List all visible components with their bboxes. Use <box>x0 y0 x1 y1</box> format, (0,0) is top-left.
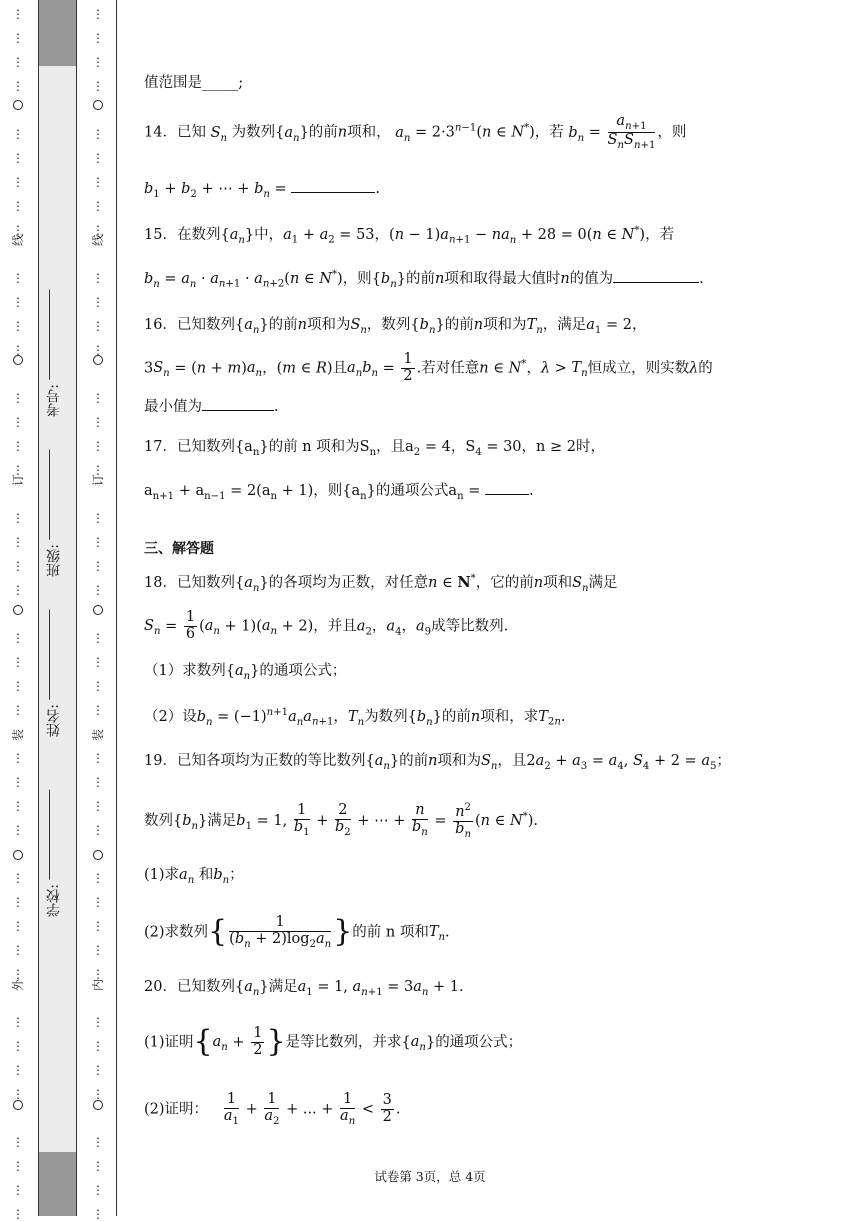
inner-margin-dots: ⋮ <box>92 199 104 213</box>
inner-margin-dots: ⋮ <box>92 1135 104 1149</box>
outer-margin-dots: ⋮ <box>12 199 24 213</box>
q18-line2: $S_n$ = $\frac{1}{6}$ $(a_n + 1)(a_n + 2)$，并且$a_2$，$a_4$，$a_9$成等比数列. <box>144 609 509 642</box>
inner-margin-circle <box>86 1100 110 1112</box>
inner-margin-char: 装 <box>91 729 105 742</box>
inner-margin-circle <box>86 850 110 862</box>
inner-margin-dots: ⋮ <box>92 1207 104 1221</box>
inner-margin-dots: ⋮ <box>92 799 104 813</box>
inner-margin-dots: ⋮ <box>92 775 104 789</box>
binding-line-outer <box>116 0 117 1216</box>
inner-margin-dots: ⋮ <box>92 175 104 189</box>
inner-margin-dots: ⋮ <box>92 463 104 477</box>
outer-margin-dots: ⋮ <box>12 439 24 453</box>
class-label: 班级: <box>46 544 62 577</box>
outer-margin-dots: ⋮ <box>12 559 24 573</box>
prev-question-tail: 值范围是_____; <box>144 75 244 91</box>
inner-margin-dots: ⋮ <box>92 703 104 717</box>
inner-margin-dots: ⋮ <box>92 1159 104 1173</box>
q20-part1: (1)证明{$a_n$ + $\frac{1}{2}$ }是等比数列，并求$\{a_n\}$的通项公式； <box>144 1024 523 1059</box>
outer-margin-dots: ⋮ <box>12 463 24 477</box>
outer-margin-dots: ⋮ <box>12 1183 24 1197</box>
q20-line1: 20．已知数列$\{a_n\}$满足$a_1 = 1$, $a_{n+1} = 3a_n + 1$. <box>144 979 464 998</box>
exam-no-field <box>44 290 70 417</box>
outer-margin-dots: ⋮ <box>12 703 24 717</box>
inner-margin-char: 内 <box>91 979 105 992</box>
inner-margin-dots: ⋮ <box>92 967 104 981</box>
outer-margin-dots: ⋮ <box>12 1063 24 1077</box>
binding-line-right <box>76 0 77 1216</box>
outer-margin-char: 订 <box>11 474 25 487</box>
q15-line1: 15．在数列$\{a_n\}$中，$a_1 + a_2 = 53$，$(n - 1)a_{n+1} - na_n + 28 = 0(n$ ∈ N*)，若 <box>144 225 675 246</box>
q16-line2: $3S_n = (n + m)a_n$，(m ∈ R)且$a_nb_n$ = $\frac{1}{2}$ .若对任意n ∈ N*，$\lambda > T_n$恒成立，则实数λ的 <box>144 351 713 384</box>
inner-margin-dots: ⋮ <box>92 919 104 933</box>
binding-line-left <box>38 0 39 1216</box>
inner-margin-dots: ⋮ <box>92 79 104 93</box>
q19-part1: (1)求$a_n$ 和$b_n$； <box>144 867 244 886</box>
q18-part1: （1）求数列$\{a_n\}$的通项公式； <box>144 663 347 682</box>
class-field <box>44 450 70 577</box>
outer-margin-dots: ⋮ <box>12 535 24 549</box>
q19-line2: 数列$\{b_n\}$满足$b_1 = 1$, $\frac{1}{b_1}$ + $\frac{2}{b_2}$ + ⋯ + $\frac{n}{b_n}$ = $\frac{n^2}{b_n}$ (n ∈ N*). <box>144 802 538 840</box>
outer-margin-circle <box>6 355 30 367</box>
q16-line1: 16．已知数列$\{a_n\}$的前n项和为$S_n$，数列$\{b_n\}$的前n项和为$T_n$，满足$a_1 = 2$， <box>144 317 647 336</box>
outer-margin-dots: ⋮ <box>12 655 24 669</box>
outer-margin-dots: ⋮ <box>12 1159 24 1173</box>
exam-no-label: 考号: <box>46 384 62 417</box>
inner-margin-dots: ⋮ <box>92 151 104 165</box>
outer-margin-char: 外 <box>11 979 25 992</box>
name-label: 姓名: <box>46 704 62 737</box>
inner-margin-circle <box>86 355 110 367</box>
inner-margin-char: 订 <box>91 474 105 487</box>
name-field <box>44 610 70 737</box>
inner-margin-dots: ⋮ <box>92 319 104 333</box>
outer-margin-dots: ⋮ <box>12 415 24 429</box>
outer-margin-dots: ⋮ <box>12 55 24 69</box>
outer-margin-dots: ⋮ <box>12 967 24 981</box>
inner-margin-dots: ⋮ <box>92 871 104 885</box>
outer-margin-dots: ⋮ <box>12 1039 24 1053</box>
outer-margin-dots: ⋮ <box>12 7 24 21</box>
outer-margin-circle <box>6 605 30 617</box>
binding-band <box>38 0 76 1216</box>
outer-margin-dots: ⋮ <box>12 871 24 885</box>
q18-part2: （2）设$b_n = (-1)^{n+1}a_na_{n+1}$，$T_n$为数列$\{b_n\}$的前n项和，求$T_{2n}$. <box>144 707 566 728</box>
section-title: 三、解答题 <box>144 541 214 557</box>
q17-line2: $a_{n+1} + a_{n-1} = 2(a_n + 1)$，则$\{a_n\}$的通项公式$a_n$ = . <box>144 483 534 502</box>
outer-margin-dots: ⋮ <box>12 943 24 957</box>
q14-line1: 14．已知 $S_n$ 为数列$\{a_n\}$的前n项和， $a_n = 2\cdot 3^{n-1}(n$ ∈ N*)，若 $b_n$ = $\frac{a_{n+1}}{S_nS_{n+1}}$ ，则 <box>144 113 687 151</box>
q15-line2: $b_n = a_n \cdot a_{n+1} \cdot a_{n+2}(n$ ∈ N*)，则$\{b_n\}$的前n项和取得最大值时n的值为 . <box>144 269 704 290</box>
outer-margin-dots: ⋮ <box>12 127 24 141</box>
outer-margin-dots: ⋮ <box>12 343 24 357</box>
q19-part2: (2)求数列{ $\frac{1}{(b_n + 2)\log_2a_n}$ }的前 n 项和$T_n$. <box>144 913 450 950</box>
inner-margin-dots: ⋮ <box>92 271 104 285</box>
inner-margin-dots: ⋮ <box>92 895 104 909</box>
outer-margin <box>6 0 30 1221</box>
inner-margin-dots: ⋮ <box>92 223 104 237</box>
outer-margin-dots: ⋮ <box>12 31 24 45</box>
outer-margin-dots: ⋮ <box>12 1087 24 1101</box>
inner-margin-dots: ⋮ <box>92 751 104 765</box>
school-label: 学校: <box>46 884 62 917</box>
outer-margin-dots: ⋮ <box>12 583 24 597</box>
inner-margin-dots: ⋮ <box>92 559 104 573</box>
outer-margin-dots: ⋮ <box>12 79 24 93</box>
outer-margin-dots: ⋮ <box>12 1015 24 1029</box>
outer-margin-dots: ⋮ <box>12 319 24 333</box>
inner-margin-dots: ⋮ <box>92 391 104 405</box>
inner-margin-dots: ⋮ <box>92 1063 104 1077</box>
inner-margin-dots: ⋮ <box>92 583 104 597</box>
outer-margin-dots: ⋮ <box>12 1207 24 1221</box>
outer-margin-circle <box>6 100 30 112</box>
outer-margin-dots: ⋮ <box>12 295 24 309</box>
inner-margin-dots: ⋮ <box>92 1015 104 1029</box>
inner-margin-dots: ⋮ <box>92 1039 104 1053</box>
outer-margin-dots: ⋮ <box>12 895 24 909</box>
binding-band-top <box>38 0 76 66</box>
outer-margin-char: 装 <box>11 729 25 742</box>
inner-margin-dots: ⋮ <box>92 7 104 21</box>
q20-part2: (2)证明： $\frac{1}{a_1}$ + $\frac{1}{a_2}$ + ... + $\frac{1}{a_n}$ < $\frac{3}{2}$ . <box>144 1091 401 1127</box>
inner-margin-dots: ⋮ <box>92 535 104 549</box>
inner-margin-dots: ⋮ <box>92 31 104 45</box>
outer-margin-char: 线 <box>11 234 25 247</box>
inner-margin-circle <box>86 605 110 617</box>
page-footer: 试卷第 3页，总 4页 <box>374 1169 486 1184</box>
outer-margin-dots: ⋮ <box>12 223 24 237</box>
outer-margin-dots: ⋮ <box>12 823 24 837</box>
q14-line2: $b_1 + b_2$ + ⋯ + $b_n$ = . <box>144 181 380 200</box>
inner-margin-dots: ⋮ <box>92 55 104 69</box>
inner-margin-dots: ⋮ <box>92 415 104 429</box>
inner-margin-dots: ⋮ <box>92 631 104 645</box>
outer-margin-dots: ⋮ <box>12 1135 24 1149</box>
inner-margin-dots: ⋮ <box>92 1183 104 1197</box>
outer-margin-dots: ⋮ <box>12 631 24 645</box>
inner-margin-dots: ⋮ <box>92 943 104 957</box>
q18-line1: 18．已知数列$\{a_n\}$的各项均为正数，对任意n ∈ N*，它的前n项和$S_n$满足 <box>144 573 618 594</box>
outer-margin-dots: ⋮ <box>12 679 24 693</box>
inner-margin-circle <box>86 100 110 112</box>
outer-margin-dots: ⋮ <box>12 775 24 789</box>
inner-margin-dots: ⋮ <box>92 295 104 309</box>
inner-margin-dots: ⋮ <box>92 439 104 453</box>
outer-margin-dots: ⋮ <box>12 391 24 405</box>
inner-margin-dots: ⋮ <box>92 823 104 837</box>
q17-line1: 17．已知数列$\{a_n\}$的前 n 项和为$S_n$，且$a_2 = 4$，$S_4 = 30$，n ≥ 2时， <box>144 439 605 458</box>
inner-margin-dots: ⋮ <box>92 511 104 525</box>
outer-margin-dots: ⋮ <box>12 511 24 525</box>
q16-line3: 最小值为 . <box>144 399 279 415</box>
inner-margin-char: 线 <box>91 234 105 247</box>
inner-margin <box>86 0 110 1221</box>
inner-margin-dots: ⋮ <box>92 655 104 669</box>
outer-margin-dots: ⋮ <box>12 919 24 933</box>
outer-margin-dots: ⋮ <box>12 271 24 285</box>
outer-margin-dots: ⋮ <box>12 751 24 765</box>
inner-margin-dots: ⋮ <box>92 127 104 141</box>
school-field <box>44 790 70 917</box>
inner-margin-dots: ⋮ <box>92 679 104 693</box>
outer-margin-circle <box>6 1100 30 1112</box>
inner-margin-dots: ⋮ <box>92 343 104 357</box>
outer-margin-dots: ⋮ <box>12 175 24 189</box>
outer-margin-dots: ⋮ <box>12 151 24 165</box>
outer-margin-dots: ⋮ <box>12 799 24 813</box>
q19-line1: 19．已知各项均为正数的等比数列$\{a_n\}$的前n项和为$S_n$，且$2a_2 + a_3 = a_4$, $S_4 + 2 = a_5$； <box>144 753 731 772</box>
inner-margin-dots: ⋮ <box>92 1087 104 1101</box>
outer-margin-circle <box>6 850 30 862</box>
